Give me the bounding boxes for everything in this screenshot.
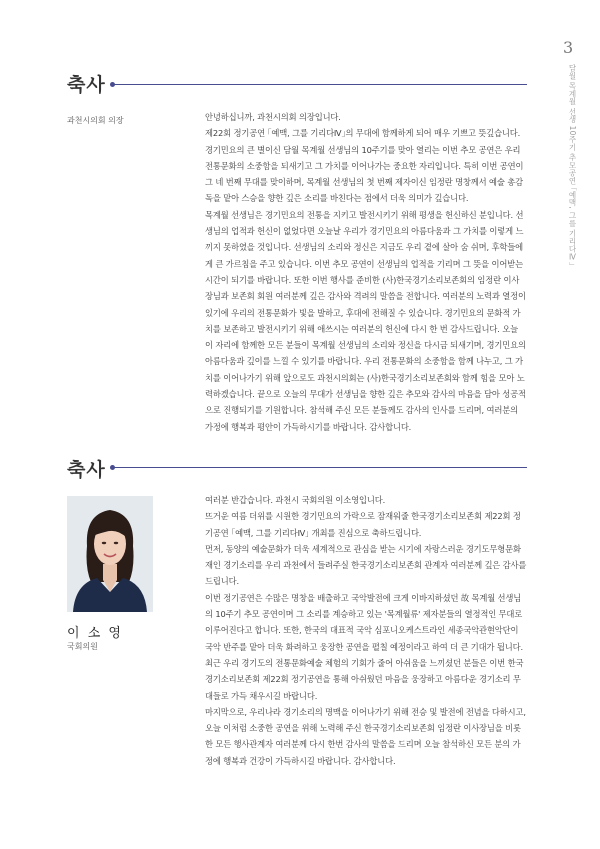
side-caption: 담월 목계월 선생 10주기 추모공연 ｢예맥, 그를 기리다Ⅳ｣: [568, 64, 577, 266]
section2-paragraph: 뜨거운 여름 더위를 시원한 경기민요의 가락으로 잠재워줄 한국경기소리보존회 제22회 정기공연 ｢예맥, 그를 기리다Ⅳ｣ 개최를 진심으로 축하드립니다.: [205, 511, 521, 538]
section1-paragraph: 안녕하십니까, 과천시의회 의장입니다.: [205, 112, 341, 122]
speaker-photo: [67, 496, 153, 612]
speaker-name: 이 소 영: [67, 626, 123, 641]
section1-heading: 축사: [67, 74, 106, 96]
section1-rule: [112, 84, 527, 85]
section2-body: [205, 492, 527, 769]
section1-paragraph: 목계월 선생님은 경기민요의 전통을 지키고 발전시키기 위해 평생을 헌신하신 분입니다. 선생님의 업적과 헌신이 없었다면 오늘날 우리가 경기민요의 아름다움과 그 가치를 이렇게 느끼지 못하였을 것입니다. 선생님의 소리와 정신은 지금도 우리 곁에 살아 숨 쉬며, 후학들에게 큰 가르침을 주고 있습니다. 이번 추모 공연이 선생님의 업적을 기리며 그 뜻을 이어받는 시간이 되기를 바랍니다. 또한 이번 행사를 준비한 (사)한국경기소리보존회의 임정란 이사장님과 보존회 회원 여러분께 깊은 감사와 격려의 말씀을 전합니다. 여러분의 노력과 열정이 있기에 우리의 전통문화가 빛을 발하고, 후대에 전해질 수 있습니다. 경기민요의 문화적 가치를 보존하고 발전시키기 위해 애쓰시는 여러분의 헌신에 다시 한 번 감사드립니다. 오늘 이 자리에 함께한 모든 분들이 목계월 선생님의 소리와 정신을 다시금 되새기며, 경기민요의 아름다움과 깊이를 느낄 수 있기를 바랍니다. 우리 전통문화의 소중함을 함께 나누고, 그 가치를 이어나가기 위해 앞으로도 과천시의회는 (사)한국경기소리보존회와 함께 힘을 모아 노력하겠습니다. 끝으로 오늘의 무대가 선생님을 향한 깊은 추모와 감사의 마음을 담아 성공적으로 진행되기를 기원합니다. 참석해 주신 모든 분들께도 감사의 인사를 드리며, 여러분의 가정에 행복과 평안이 가득하시기를 바랍니다. 감사합니다.: [205, 209, 526, 432]
section2-paragraph: 최근 우리 경기도의 전통문화예술 체험의 기회가 줄어 아쉬움을 느끼셨던 분들은 이번 한국경기소리보존회 제22회 정기공연을 통해 아쉬웠던 마음을 웅장하고 아름다운 경기소리 무대들로 가득 채우시길 바랍니다.: [205, 657, 524, 701]
speaker-portrait-icon: [67, 496, 153, 612]
section1-body: [205, 109, 527, 435]
section2-paragraph: 먼저, 동양의 예술문화가 더욱 세계적으로 관심을 받는 시기에 자랑스러운 경기도무형문화재인 경기소리를 우리 과천에서 들려주실 한국경기소리보존회 관계자 여러분께 깊은 감사를 드립니다.: [205, 543, 527, 587]
section2-rule: [112, 467, 527, 468]
speaker-role: 국회의원: [67, 642, 98, 651]
section1-paragraph: 제22회 정기공연 ｢예맥, 그를 기리다Ⅳ｣의 무대에 함께하게 되어 매우 기쁘고 뜻깊습니다. 경기민요의 큰 별이신 담월 목계월 선생님의 10주기를 맞아 열리는 이번 추모 공연은 우리 전통문화의 소중함을 되새기고 그 가치를 이어나가는 중요한 자리입니다. 특히 이번 공연이 그 네 번째 무대를 맞이하며, 목계월 선생님의 첫 번째 제자이신 임정란 명창께서 예술 총감독을 맡아 스승을 향한 깊은 소리를 바친다는 점에서 더욱 의미가 깊습니다.: [205, 128, 524, 204]
section2-paragraph: 이번 정기공연은 수많은 명창을 배출하고 국악발전에 크게 이바지하셨던 故 목계월 선생님의 10주기 추모 공연이며 그 소리를 계승하고 있는 '목계월류' 제자분들의 열정적인 무대로 이루어진다고 합니다. 또한, 한국의 대표적 국악 심포니오케스트라인 세종국악관현악단이 국악 반주를 맡아 더욱 화려하고 웅장한 공연을 펼칠 예정이라고 하여 더 큰 기대가 됩니다.: [205, 592, 523, 652]
section1-role: 과천시의회 의장: [67, 116, 124, 125]
section2-paragraph: 여러분 반갑습니다. 과천시 국회의원 이소영입니다.: [205, 495, 386, 505]
section2-heading: 축사: [67, 459, 106, 481]
page-number: 3: [563, 38, 574, 57]
section2-paragraph: 마지막으로, 우리나라 경기소리의 명맥을 이어나가기 위해 전승 및 발전에 전념을 다하시고, 오늘 이처럼 소중한 공연을 위해 노력해 주신 한국경기소리보존회 임정란 이사장님을 비롯한 모든 행사관계자 여러분께 다시 한번 감사의 말씀을 드리며 오늘 참석하신 모든 분의 가정에 행복과 건강이 가득하시길 바랍니다. 감사합니다.: [205, 706, 526, 766]
